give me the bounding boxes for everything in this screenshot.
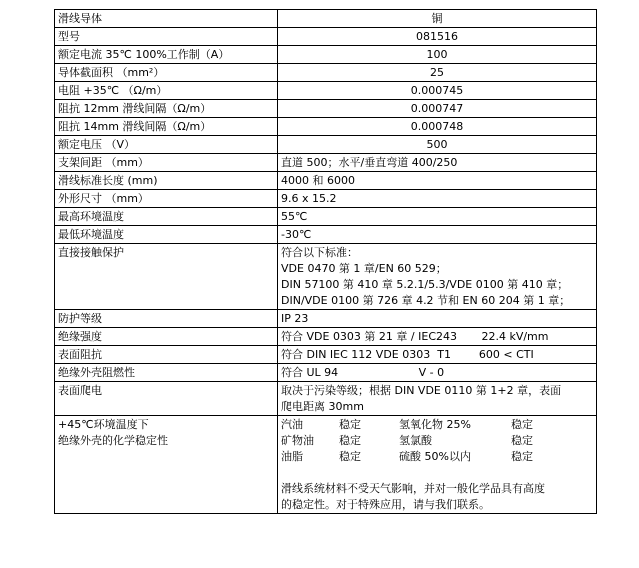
chemical-note-line: 滑线系统材料不受天气影响，并对一般化学品具有高度	[281, 482, 545, 495]
spec-table	[54, 9, 597, 514]
row-label: 外形尺寸 （mm）	[55, 190, 278, 208]
chemical-label-line: 绝缘外壳的化学稳定性	[58, 434, 168, 447]
row-value: 0.000747	[278, 100, 597, 118]
table-row	[55, 64, 597, 82]
row-value: 铜	[278, 10, 597, 28]
row-value: 4000 和 6000	[278, 172, 597, 190]
chemical-cell: 稳定	[339, 418, 361, 431]
row-value: 55℃	[278, 208, 597, 226]
chemical-cell: 稳定	[511, 418, 533, 431]
row-value: 符合 UL 94 V - 0	[278, 364, 597, 382]
table-row	[55, 118, 597, 136]
protection-line: VDE 0470 第 1 章/EN 60 529；	[281, 262, 447, 275]
row-value: 符合 DIN IEC 112 VDE 0303 T1 600 < CTI	[278, 346, 597, 364]
table-row	[55, 154, 597, 172]
row-value-creepage	[278, 382, 597, 416]
row-label: 滑线导体	[55, 10, 278, 28]
creepage-line: 爬电距离 30mm	[281, 400, 364, 413]
row-label: 防护等级	[55, 310, 278, 328]
row-value: 500	[278, 136, 597, 154]
row-value: 0.000745	[278, 82, 597, 100]
row-label: 阻抗 14mm 滑线间隔（Ω/m）	[55, 118, 278, 136]
table-row	[55, 100, 597, 118]
spec-table-container	[54, 9, 597, 514]
table-row	[55, 328, 597, 346]
table-row	[55, 172, 597, 190]
chemical-cell: 稳定	[511, 434, 533, 447]
row-value: -30℃	[278, 226, 597, 244]
row-label: 电阻 +35℃ （Ω/m）	[55, 82, 278, 100]
row-label-chemical	[55, 416, 278, 514]
row-value: 25	[278, 64, 597, 82]
row-value: 081516	[278, 28, 597, 46]
table-row	[55, 28, 597, 46]
row-label: 支架间距 （mm）	[55, 154, 278, 172]
table-row	[55, 208, 597, 226]
spec-table-body	[55, 10, 597, 514]
row-value-chemical	[278, 416, 597, 514]
chemical-cell: 氢氧化物 25%	[399, 418, 471, 431]
chemical-grid	[281, 417, 593, 465]
row-label: 额定电流 35℃ 100%工作制（A）	[55, 46, 278, 64]
row-label: 滑线标准长度 (mm)	[55, 172, 278, 190]
row-value: 0.000748	[278, 118, 597, 136]
table-row	[55, 10, 597, 28]
chemical-note-line: 的稳定性。对于特殊应用，请与我们联系。	[281, 498, 490, 511]
table-row	[55, 82, 597, 100]
row-value: IP 23	[278, 310, 597, 328]
creepage-line: 取决于污染等级；根据 DIN VDE 0110 第 1+2 章，表面	[281, 384, 562, 397]
row-label: 导体截面积 （mm²）	[55, 64, 278, 82]
table-row	[55, 310, 597, 328]
row-label: 绝缘强度	[55, 328, 278, 346]
row-value: 9.6 x 15.2	[278, 190, 597, 208]
chemical-cell: 氢氯酸	[399, 434, 432, 447]
row-label: 最高环境温度	[55, 208, 278, 226]
protection-line: DIN/VDE 0100 第 726 章 4.2 节和 EN 60 204 第 1 章；	[281, 294, 571, 307]
table-row	[55, 190, 597, 208]
row-label: 额定电压 （V）	[55, 136, 278, 154]
table-row-protection	[55, 244, 597, 310]
row-label: 表面爬电	[55, 382, 278, 416]
row-value: 直道 500；水平/垂直弯道 400/250	[278, 154, 597, 172]
row-label: 表面阻抗	[55, 346, 278, 364]
spacer	[281, 465, 593, 481]
table-row	[55, 346, 597, 364]
table-row	[55, 364, 597, 382]
table-row-chemical	[55, 416, 597, 514]
row-label: 最低环境温度	[55, 226, 278, 244]
chemical-cell: 油脂	[281, 450, 303, 463]
row-value: 100	[278, 46, 597, 64]
chemical-cell: 稳定	[511, 450, 533, 463]
row-label: 直接接触保护	[55, 244, 278, 310]
row-value-protection	[278, 244, 597, 310]
chemical-cell: 稳定	[339, 450, 361, 463]
protection-line: 符合以下标准：	[281, 246, 358, 259]
row-value: 符合 VDE 0303 第 21 章 / IEC243 22.4 kV/mm	[278, 328, 597, 346]
row-label: 绝缘外壳阻燃性	[55, 364, 278, 382]
chemical-cell: 汽油	[281, 418, 303, 431]
row-label: 阻抗 12mm 滑线间隔（Ω/m）	[55, 100, 278, 118]
chemical-cell: 硫酸 50%以内	[399, 450, 471, 463]
table-row	[55, 226, 597, 244]
table-row	[55, 136, 597, 154]
protection-line: DIN 57100 第 410 章 5.2.1/5.3/VDE 0100 第 410 章；	[281, 278, 569, 291]
row-label: 型号	[55, 28, 278, 46]
table-row-creepage	[55, 382, 597, 416]
table-row	[55, 46, 597, 64]
chemical-cell: 矿物油	[281, 434, 314, 447]
chemical-label-line: +45℃环境温度下	[58, 418, 149, 431]
chemical-cell: 稳定	[339, 434, 361, 447]
